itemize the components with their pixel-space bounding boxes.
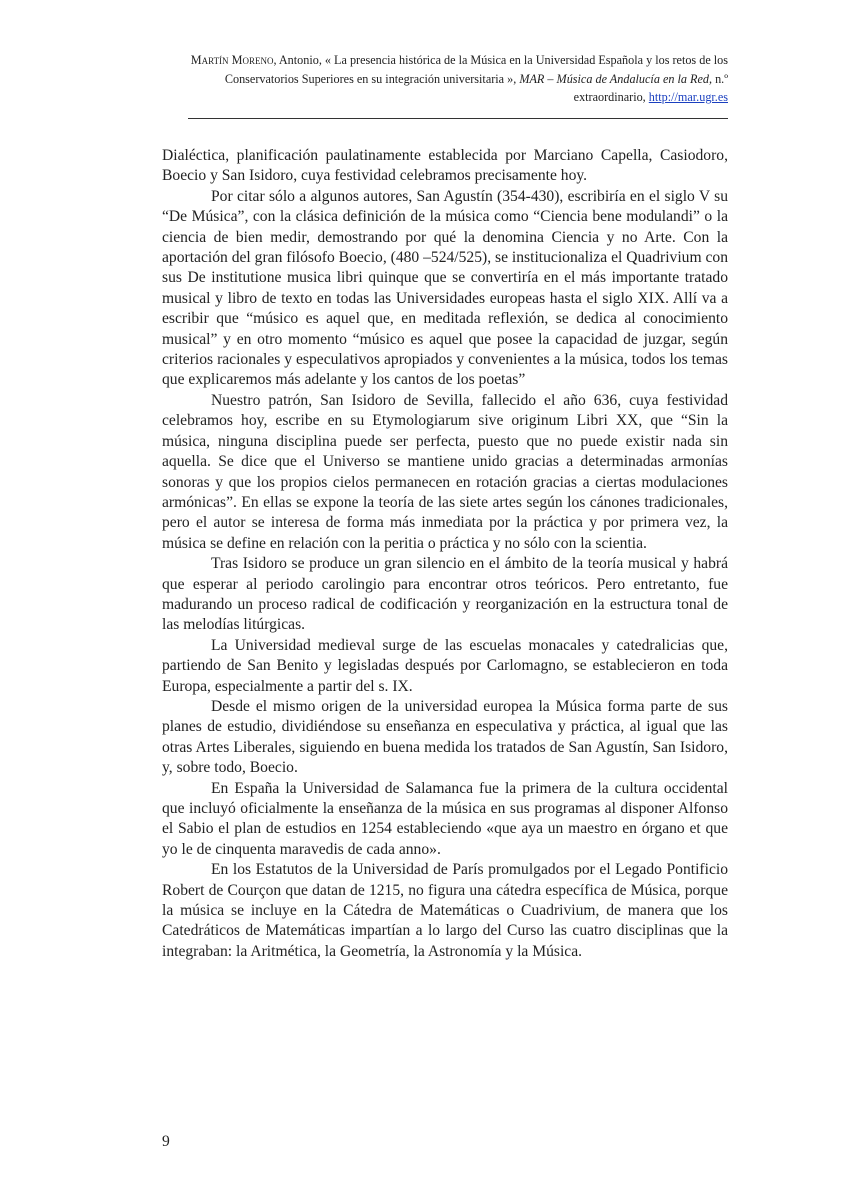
paragraph-origen-universidad: Desde el mismo origen de la universidad europea la Música forma parte de sus planes de estudio, dividiéndose su enseñanza en especulativa y práctica, al igual que las otras Artes Liberales, siguiendo en buena medida los tratados de San Agustín, San Isidoro, y, sobre todo, Boecio. — [162, 697, 728, 777]
header-url-link[interactable]: http://mar.ugr.es — [648, 90, 728, 104]
paragraph-universidad-medieval: La Universidad medieval surge de las escuelas monacales y catedralicias que, partiendo de San Benito y legisladas después por Carlomagno, se establecieron en toda Europa, especialmente a partir del s. IX. — [162, 636, 728, 695]
header-citation: , Antonio, « La presencia histórica de la Música en la Universidad Española y los retos de los Conservatorios Superiores en su integración universitaria », — [224, 53, 728, 86]
main-body — [162, 146, 728, 962]
page-number: 9 — [162, 1133, 170, 1150]
header-journal: MAR – Música de Andalucía en la Red, — [519, 71, 713, 86]
paragraph-san-isidoro: Nuestro patrón, San Isidoro de Sevilla, fallecido el año 636, cuya festividad celebramos hoy, escribe en su Etymologiarum sive originum Libri XX, que “Sin la música, ninguna disciplina puede ser perfecta, puesto que no puede existir nada sin aquella. Se dice que el Universo se mantiene unido gracias a determinadas armonías sonoras y que los propios cielos permanecen en rotación gracias a ciertas modulaciones armónicas”. En ellas se expone la teoría de las siete artes según los cánones tradicionales, pero el autor se interesa de forma más inmediata por la práctica y por primera vez, la música se define en relación con la peritia o práctica y no sólo con la scientia. — [162, 391, 728, 552]
running-header — [150, 51, 728, 107]
header-divider — [188, 118, 728, 119]
paragraph-paris: En los Estatutos de la Universidad de París promulgados por el Legado Pontificio Robert de Courçon que datan de 1215, no figura una cátedra específica de Música, porque la música se incluye en la Cátedra de Matemáticas o Cuadrivium, de manera que los Catedráticos de Matemáticas impartían a lo largo del Curso las cuatro disciplinas que la integraban: la Aritmética, la Geometría, la Astronomía y la Música. — [162, 861, 728, 960]
paragraph-san-agustin: Por citar sólo a algunos autores, San Agustín (354-430), escribiría en el siglo V su “De Música”, con la clásica definición de la música como “Ciencia bene modulandi” o la ciencia de bien medir, demostrando por qué la denomina Ciencia y no Arte. Con la aportación del gran filósofo Boecio, (480 –524/525), se institucionaliza el Quadrivium con sus De institutione musica libri quinque que se convertiría en el más importante tratado musical y libro de texto en todas las Universidades europeas hasta el siglo XIX. Allí va a escribir que “músico es aquel que, en meditada reflexión, se dedica al conocimiento musical” y en otro momento “músico es aquel que posee la capacidad de juzgar, según criterios racionales y especulativos apropiados y convenientes a la música, todos los temas que explicaremos más adelante y los cantos de los poetas” — [162, 187, 728, 389]
paragraph-continuation: Dialéctica, planificación paulatinamente establecida por Marciano Capella, Casiodoro, Boecio y San Isidoro, cuya festividad celebramos precisamente hoy. — [162, 147, 728, 185]
paragraph-salamanca: En España la Universidad de Salamanca fue la primera de la cultura occidental que incluyó oficialmente la enseñanza de la música en sus programas al disponer Alfonso el Sabio el plan de estudios en 1254 estableciendo «que aya un maestro en órgano et que yo le de cinquenta maravedis de cada anno». — [162, 779, 728, 858]
paragraph-carolingio: Tras Isidoro se produce un gran silencio en el ámbito de la teoría musical y habrá que esperar al periodo carolingio para encontrar otros teóricos. Pero entretanto, fue madurando un proceso radical de codificación y reorganización en la estructura tonal de las melodías litúrgicas. — [162, 555, 728, 634]
header-author: Martín Moreno — [190, 53, 274, 67]
header-issue: n.º extraordinario, — [573, 71, 728, 104]
